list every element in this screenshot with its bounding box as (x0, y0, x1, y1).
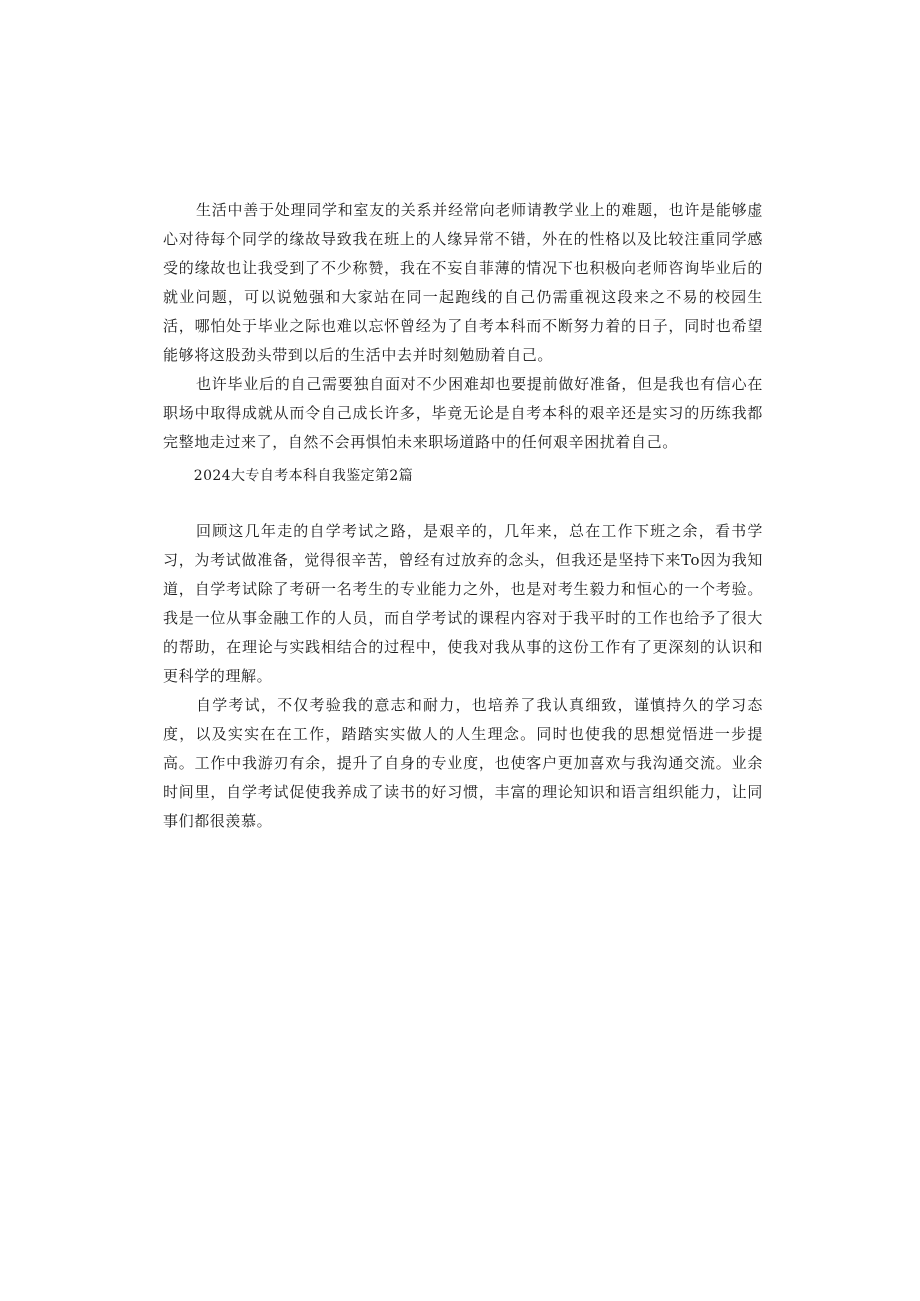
paragraph-self-study-review: 回顾这几年走的自学考试之路，是艰辛的，几年来，总在工作下班之余，看书学习，为考试做准备，觉得很辛苦，曾经有过放弃的念头，但我还是坚持下来To因为我知道，自学考试除了考研一名考生的专业能力之外，也是对考生毅力和恒心的一个考验。我是一位从事金融工作的人员，而自学考试的课程内容对于我平时的工作也给予了很大的帮助，在理论与实践相结合的过程中，使我对我从事的这份工作有了更深刻的认识和更科学的理解。 (163, 522, 763, 685)
document-body (163, 196, 763, 836)
section-heading: 2024大专自考本科自我鉴定第2篇 (193, 468, 414, 484)
paragraph-self-study-benefits: 自学考试，不仅考验我的意志和耐力，也培养了我认真细致，谨慎持久的学习态度，以及实实在在工作，踏踏实实做人的人生理念。同时也使我的思想觉悟进一步提高。工作中我游刃有余，提升了自身的专业度，也使客户更加喜欢与我沟通交流。业余时间里，自学考试促使我养成了读书的好习惯，丰富的理论知识和语言组织能力，让同事们都很羡慕。 (163, 696, 763, 830)
paragraph-after-graduation: 也许毕业后的自己需要独自面对不少困难却也要提前做好准备，但是我也有信心在职场中取得成就从而令自己成长许多，毕竟无论是自考本科的艰辛还是实习的历练我都完整地走过来了，自然不会再惧怕未来职场道路中的任何艰辛困扰着自己。 (163, 375, 763, 451)
paragraph-relationships: 生活中善于处理同学和室友的关系并经常向老师请教学业上的难题，也许是能够虚心对待每个同学的缘故导致我在班上的人缘异常不错，外在的性格以及比较注重同学感受的缘故也让我受到了不少称赞，我在不妄自菲薄的情况下也积极向老师咨询毕业后的就业问题，可以说勉强和大家站在同一起跑线的自己仍需重视这段来之不易的校园生活，哪怕处于毕业之际也难以忘怀曾经为了自考本科而不断努力着的日子，同时也希望能够将这股劲头带到以后的生活中去并时刻勉励着自己。 (163, 201, 763, 364)
